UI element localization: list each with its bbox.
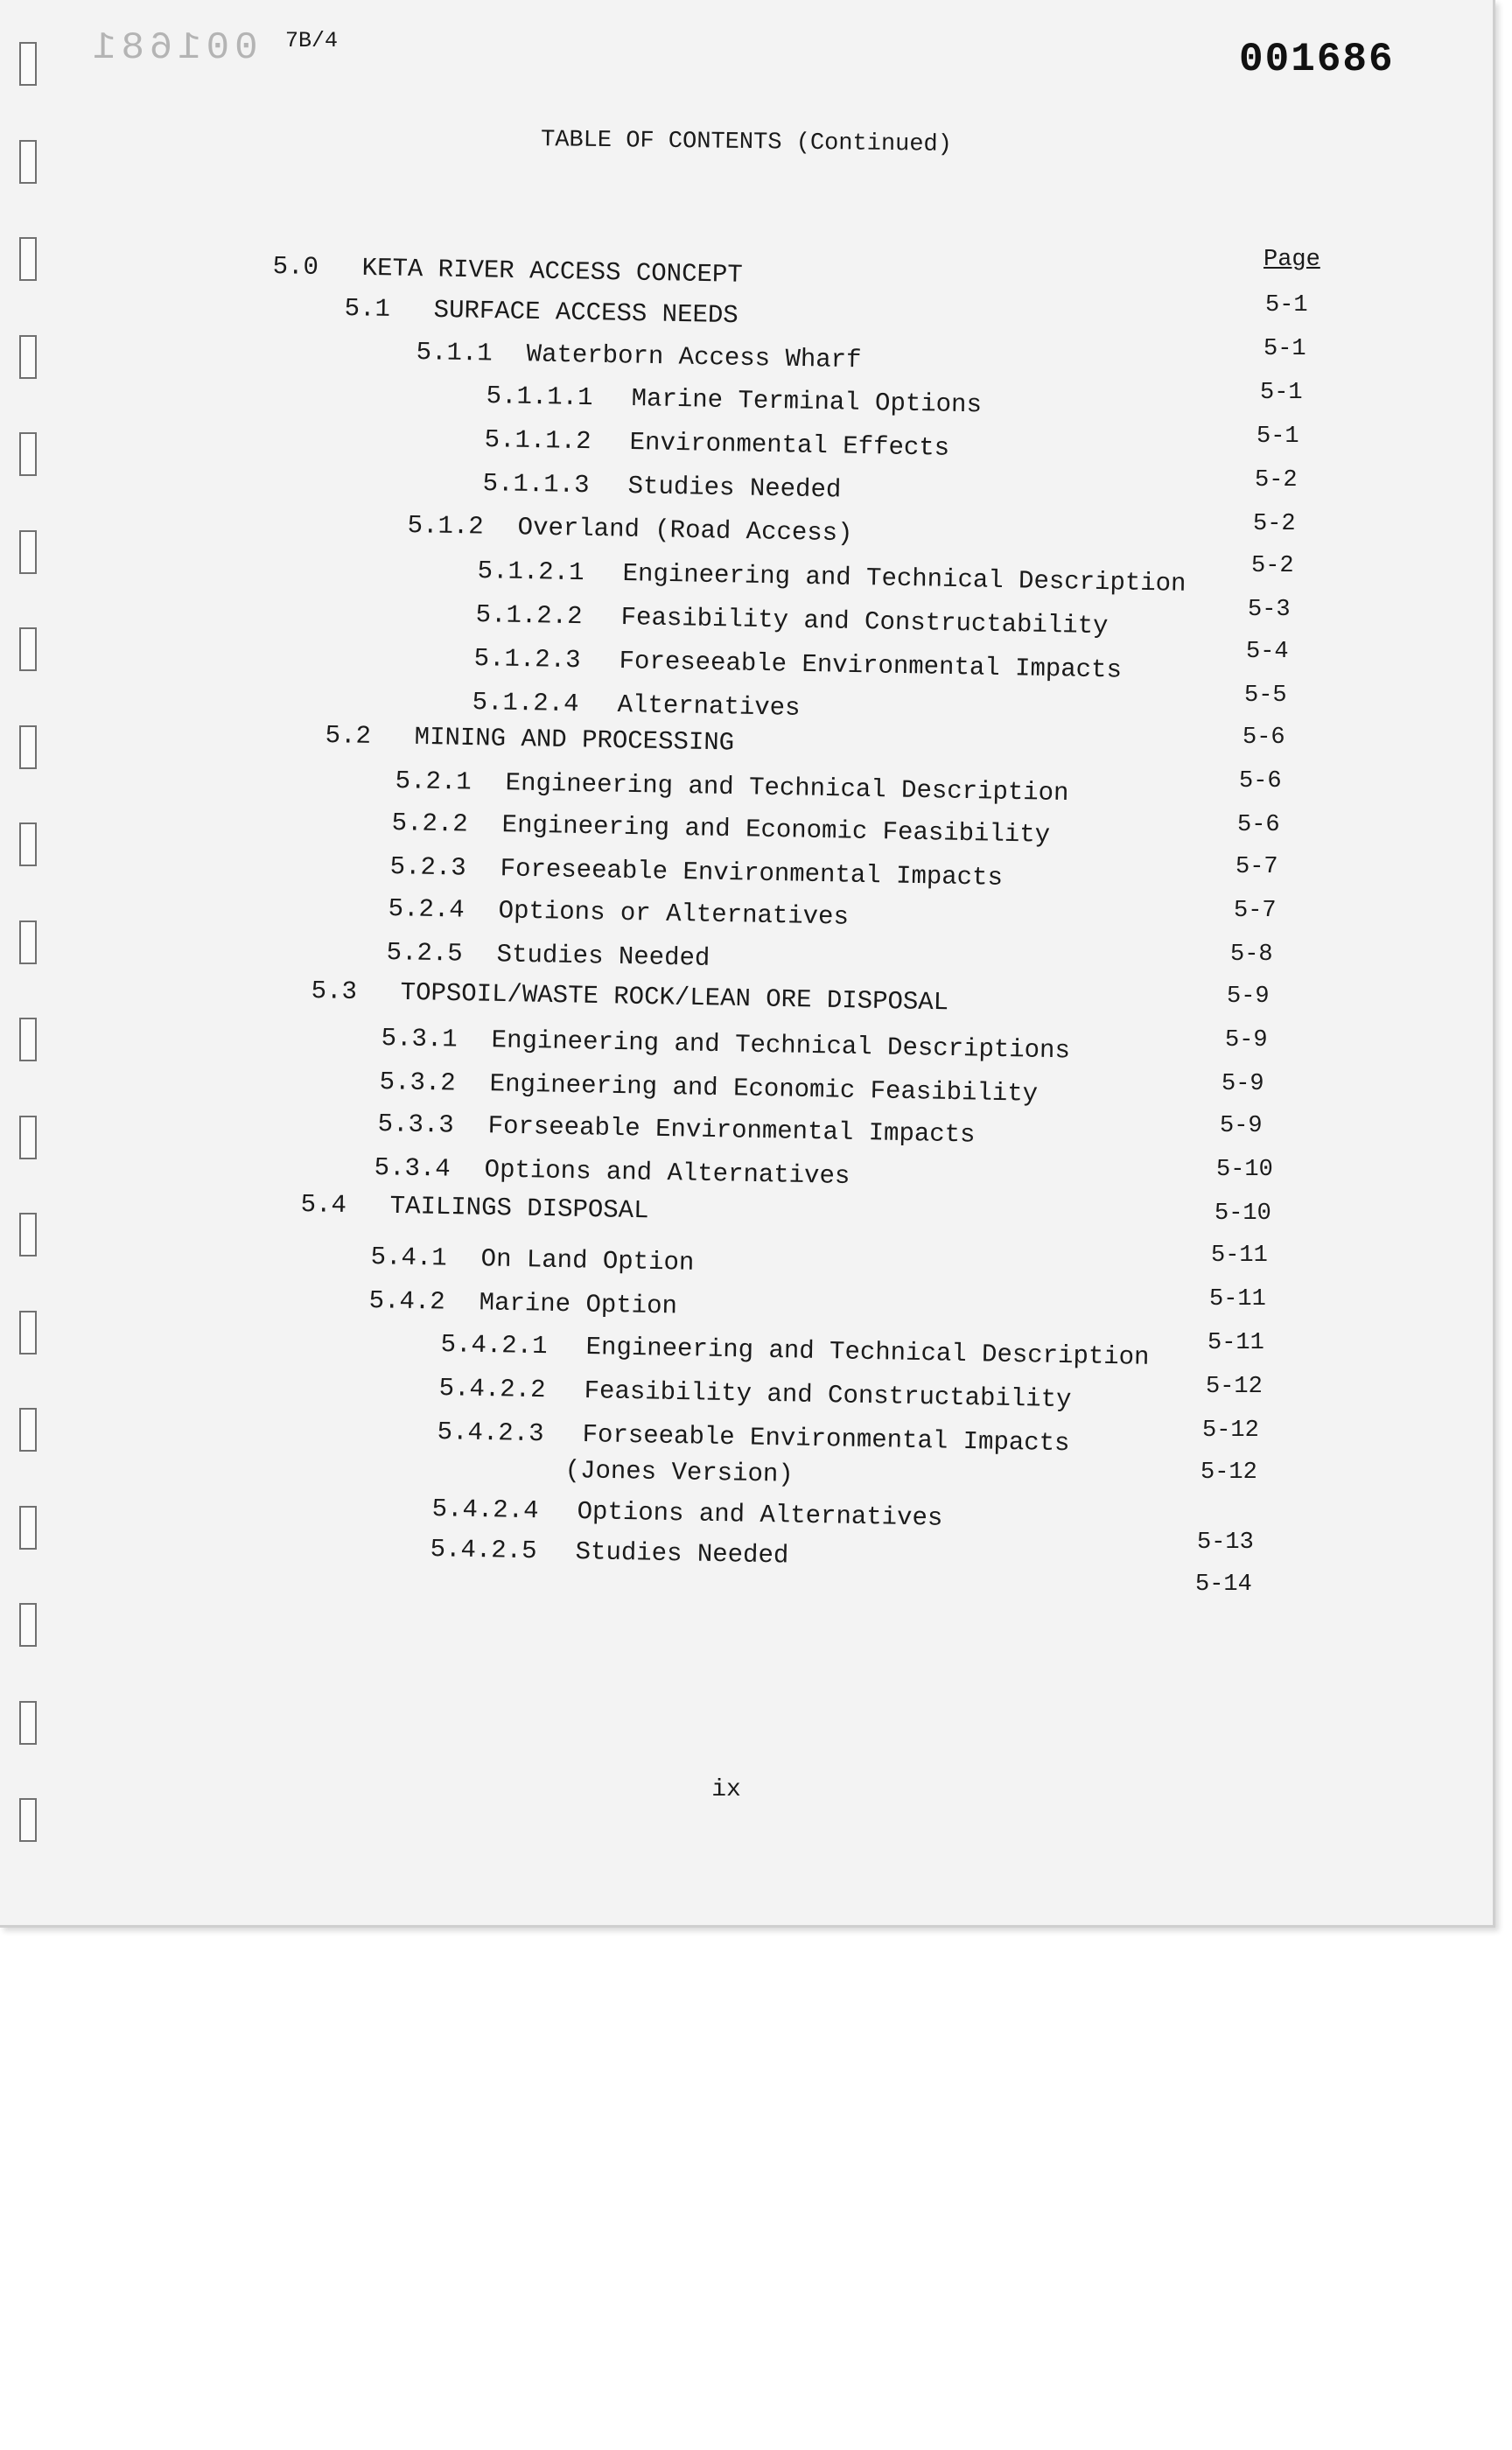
toc-entry [416, 338, 861, 374]
toc-page-number: 5-2 [1253, 511, 1296, 537]
toc-page-number: 5-13 [1197, 1530, 1254, 1556]
toc-entry [386, 938, 710, 973]
document-number: 001686 [1239, 37, 1395, 82]
toc-page-number: 5-5 [1244, 682, 1287, 709]
binder-hole [19, 335, 37, 379]
toc-page-number: 5-10 [1214, 1200, 1271, 1227]
toc-section-title: Marine Option [479, 1288, 678, 1321]
toc-entry [477, 556, 1186, 598]
toc-section-title: Studies Needed [627, 472, 842, 505]
binder-hole [19, 1116, 37, 1159]
toc-section-number: 5.1.1.1 [486, 382, 593, 413]
binder-hole [19, 1311, 37, 1354]
toc-section-number: 5.1 [344, 294, 391, 324]
toc-entry [389, 852, 1003, 892]
toc-page-number: 5-6 [1237, 812, 1280, 838]
toc-section-title: Engineering and Economic Feasibility [501, 810, 1051, 850]
toc-section-title: TAILINGS DISPOSAL [389, 1191, 649, 1226]
toc-page-number: 5-9 [1220, 1113, 1263, 1139]
binder-hole [19, 725, 37, 769]
toc-section-number: 5.1.1.2 [484, 425, 592, 457]
toc-section-title: Options and Alternatives [484, 1155, 850, 1191]
toc-entry [484, 425, 949, 463]
toc-page-number: 5-9 [1227, 984, 1270, 1010]
binder-hole [19, 1506, 37, 1550]
toc-section-number: 5.2.4 [388, 894, 466, 925]
toc-section-number: 5.4.2.1 [440, 1330, 548, 1362]
toc-entry [438, 1374, 1071, 1414]
toc-section-title: TOPSOIL/WASTE ROCK/LEAN ORE DISPOSAL [400, 977, 949, 1018]
toc-entry [272, 252, 743, 290]
binder-hole [19, 1408, 37, 1452]
form-code: 7B/4 [285, 28, 339, 53]
toc-section-number: 5.4.2.5 [430, 1535, 537, 1566]
toc-entry [472, 688, 800, 723]
toc-entry [374, 1153, 850, 1191]
toc-page-number: 5-6 [1239, 768, 1282, 794]
toc-section-number: 5.4.2.3 [437, 1418, 544, 1449]
toc-section-title: Waterborn Access Wharf [526, 340, 862, 375]
toc-section-number: 5.2.1 [395, 766, 472, 797]
toc-section-number: 5.1.2.4 [472, 688, 579, 719]
toc-page-number: 5-7 [1234, 898, 1277, 924]
toc-section-title: Engineering and Technical Description [622, 559, 1186, 598]
toc-entry [407, 511, 852, 548]
toc-entry [395, 766, 1068, 808]
toc-page-number: 5-11 [1211, 1242, 1268, 1269]
binder-hole [19, 1603, 37, 1647]
toc-section-title: Forseeable Environmental Impacts [582, 1420, 1070, 1459]
toc-section-number: 5.1.1 [416, 338, 494, 368]
toc-entry [311, 976, 948, 1017]
toc-section-number: 5.1.1.3 [482, 469, 590, 500]
toc-section-number: 5.3 [311, 976, 358, 1006]
toc-entry [564, 1456, 794, 1489]
toc-page-number: 5-12 [1200, 1460, 1257, 1486]
toc-entry [473, 644, 1122, 685]
toc-entry [437, 1418, 1069, 1458]
toc-page-number: 5-1 [1265, 292, 1308, 318]
mirrored-stamp: 001681 [88, 26, 258, 70]
toc-section-number: 5.4.2 [368, 1286, 446, 1317]
toc-section-title: Studies Needed [496, 940, 710, 973]
toc-section-number: 5.3.4 [374, 1153, 452, 1184]
toc-section-title: (Jones Version) [564, 1456, 794, 1489]
toc-page-number: 5-9 [1222, 1071, 1264, 1097]
toc-section-title: Engineering and Economic Feasibility [489, 1069, 1039, 1109]
toc-page-number: 5-1 [1264, 336, 1306, 362]
toc-page-number: 5-2 [1255, 467, 1298, 494]
binder-hole [19, 1213, 37, 1256]
toc-section-title: Options or Alternatives [498, 896, 850, 932]
binder-hole [19, 822, 37, 866]
binder-hole [19, 432, 37, 476]
toc-section-number: 5.2.3 [389, 852, 467, 883]
toc-page-number: 5-1 [1256, 424, 1299, 450]
toc-page-number: 5-8 [1230, 942, 1273, 968]
toc-section-number: 5.2.5 [386, 938, 464, 969]
toc-entry [391, 808, 1050, 850]
toc-entry [440, 1330, 1149, 1372]
toc-section-title: Foreseeable Environmental Impacts [619, 647, 1123, 685]
toc-page-number: 5-12 [1202, 1418, 1259, 1444]
toc-section-title: Feasibility and Constructability [620, 603, 1109, 641]
toc-section-number: 5.1.2.2 [475, 600, 583, 632]
toc-section-number: 5.4.1 [370, 1242, 448, 1273]
toc-page-number: 5-10 [1216, 1157, 1273, 1183]
binder-hole [19, 1018, 37, 1061]
toc-section-title: Options and Alternatives [577, 1497, 943, 1533]
toc-section-number: 5.2.2 [391, 808, 469, 839]
toc-section-title: Overland (Road Access) [517, 513, 853, 549]
toc-page-number: 5-11 [1208, 1330, 1264, 1356]
toc-section-title: Marine Terminal Options [631, 384, 983, 420]
toc-entry [430, 1535, 788, 1571]
toc-section-title: Feasibility and Constructability [584, 1376, 1072, 1415]
toc-page-number: 5-11 [1209, 1286, 1266, 1312]
toc-section-title: On Land Option [480, 1244, 695, 1278]
toc-section-title: MINING AND PROCESSING [414, 722, 735, 758]
toc-section-number: 5.3.3 [377, 1110, 455, 1140]
toc-section-title: SURFACE ACCESS NEEDS [433, 295, 738, 331]
toc-page-number: 5-9 [1225, 1027, 1268, 1054]
toc-section-number: 5.1.2 [407, 511, 485, 542]
page-folio: ix [711, 1776, 741, 1803]
binder-hole [19, 530, 37, 574]
toc-section-number: 5.0 [272, 252, 319, 282]
toc-entry [486, 382, 982, 419]
toc-page-number: 5-3 [1248, 597, 1291, 623]
toc-page-number: 5-4 [1246, 639, 1289, 665]
toc-page-number: 5-12 [1206, 1374, 1263, 1400]
toc-section-title: Engineering and Technical Description [505, 768, 1069, 808]
toc-page-number: 5-14 [1195, 1572, 1252, 1598]
binder-hole [19, 237, 37, 281]
toc-page-number: 5-6 [1242, 724, 1285, 751]
toc-entry [344, 294, 738, 330]
binder-hole [19, 42, 37, 86]
toc-section-number: 5.1.2.3 [473, 644, 581, 676]
toc-entry [368, 1286, 677, 1320]
toc-section-title: Alternatives [617, 690, 801, 723]
toc-section-number: 5.1.2.1 [477, 556, 584, 588]
toc-section-number: 5.4.2.4 [431, 1494, 539, 1526]
toc-section-title: Forseeable Environmental Impacts [487, 1111, 976, 1150]
toc-section-number: 5.2 [325, 721, 372, 751]
toc-entry [300, 1190, 648, 1225]
toc-entry [325, 721, 734, 758]
toc-section-title: Studies Needed [575, 1537, 789, 1571]
binder-hole [19, 920, 37, 964]
toc-page-number: 5-7 [1236, 854, 1278, 880]
page-column-heading: Page [1264, 247, 1320, 273]
toc-entry [431, 1494, 942, 1533]
toc-entry [370, 1242, 694, 1278]
toc-entry [475, 600, 1108, 640]
toc-section-number: 5.4.2.2 [438, 1374, 546, 1405]
toc-section-number: 5.4 [300, 1190, 347, 1220]
toc-section-title: Environmental Effects [629, 428, 950, 463]
toc-entry [377, 1110, 975, 1150]
toc-section-title: KETA RIVER ACCESS CONCEPT [361, 253, 743, 290]
toc-entry [482, 469, 841, 505]
toc-section-title: Foreseeable Environmental Impacts [500, 854, 1004, 892]
toc-section-number: 5.3.1 [381, 1024, 458, 1054]
binder-hole [19, 1798, 37, 1842]
toc-entry [379, 1068, 1038, 1109]
binder-hole [19, 1701, 37, 1745]
toc-page-number: 5-2 [1251, 553, 1294, 579]
toc-page-number: 5-1 [1260, 380, 1303, 406]
toc-section-title: Engineering and Technical Description [585, 1333, 1150, 1372]
toc-section-title: Engineering and Technical Descriptions [491, 1026, 1071, 1066]
toc-section-number: 5.3.2 [379, 1068, 457, 1098]
binder-hole [19, 627, 37, 671]
toc-entry [388, 894, 849, 932]
toc-entry [381, 1024, 1070, 1065]
page-title: TABLE OF CONTENTS (Continued) [540, 127, 953, 158]
